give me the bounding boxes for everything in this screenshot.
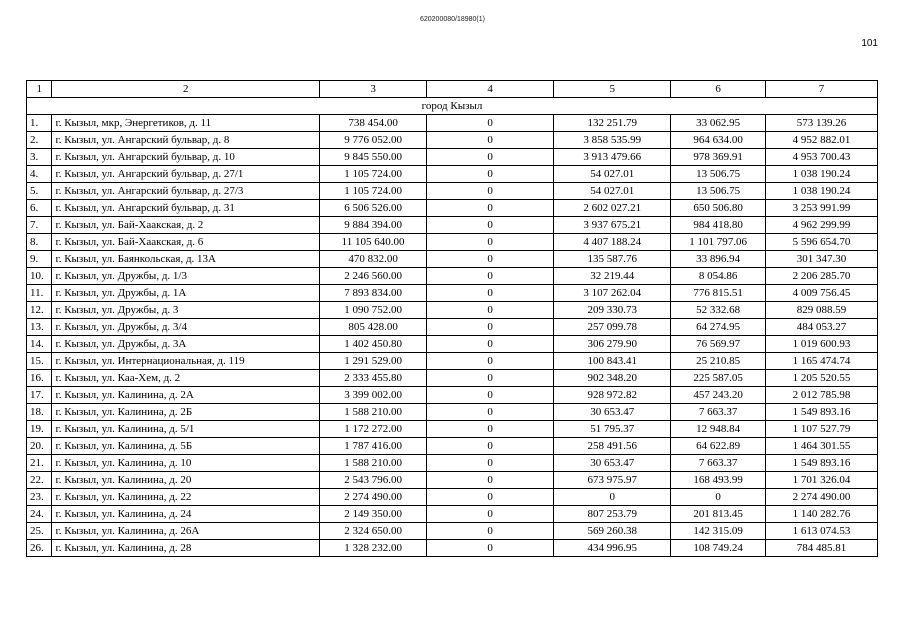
col6-value: 7 663.37 <box>671 404 766 421</box>
table-row <box>27 200 878 217</box>
col4-value: 0 <box>427 268 554 285</box>
table-row <box>27 251 878 268</box>
table-row <box>27 319 878 336</box>
address-cell: г. Кызыл, ул. Дружбы, д. 3А <box>52 336 320 353</box>
table-row <box>27 149 878 166</box>
col4-value: 0 <box>427 166 554 183</box>
address-cell: г. Кызыл, ул. Калинина, д. 2А <box>52 387 320 404</box>
col4-value: 0 <box>427 132 554 149</box>
col3-value: 1 105 724.00 <box>320 166 427 183</box>
table-row <box>27 523 878 540</box>
col4-value: 0 <box>427 183 554 200</box>
col3-value: 11 105 640.00 <box>320 234 427 251</box>
col4-value: 0 <box>427 489 554 506</box>
col6-value: 13 506.75 <box>671 183 766 200</box>
col6-value: 776 815.51 <box>671 285 766 302</box>
col5-value: 3 107 262.04 <box>554 285 671 302</box>
row-number: 1. <box>27 115 52 132</box>
table-row <box>27 353 878 370</box>
row-number: 3. <box>27 149 52 166</box>
address-cell: г. Кызыл, ул. Ангарский бульвар, д. 27/1 <box>52 166 320 183</box>
table-row <box>27 438 878 455</box>
row-number: 22. <box>27 472 52 489</box>
col6-value: 457 243.20 <box>671 387 766 404</box>
col3-value: 9 845 550.00 <box>320 149 427 166</box>
col7-value: 4 952 882.01 <box>765 132 877 149</box>
col3-value: 2 333 455.80 <box>320 370 427 387</box>
col4-value: 0 <box>427 404 554 421</box>
row-number: 8. <box>27 234 52 251</box>
col4-value: 0 <box>427 455 554 472</box>
table-row <box>27 421 878 438</box>
table-row <box>27 336 878 353</box>
table-row <box>27 540 878 557</box>
row-number: 13. <box>27 319 52 336</box>
row-number: 10. <box>27 268 52 285</box>
col5-value: 306 279.90 <box>554 336 671 353</box>
col4-value: 0 <box>427 523 554 540</box>
row-number: 19. <box>27 421 52 438</box>
col7-value: 1 140 282.76 <box>765 506 877 523</box>
table-row <box>27 370 878 387</box>
row-number: 17. <box>27 387 52 404</box>
col3-value: 2 246 560.00 <box>320 268 427 285</box>
col3-value: 1 105 724.00 <box>320 183 427 200</box>
col6-value: 25 210.85 <box>671 353 766 370</box>
col3-value: 1 291 529.00 <box>320 353 427 370</box>
address-cell: г. Кызыл, ул. Калинина, д. 5Б <box>52 438 320 455</box>
col5-value: 434 996.95 <box>554 540 671 557</box>
col6-value: 52 332.68 <box>671 302 766 319</box>
col4-value: 0 <box>427 149 554 166</box>
col7-value: 5 596 654.70 <box>765 234 877 251</box>
address-cell: г. Кызыл, ул. Баянкольская, д. 13А <box>52 251 320 268</box>
column-header: 5 <box>554 81 671 98</box>
col3-value: 7 893 834.00 <box>320 285 427 302</box>
col4-value: 0 <box>427 251 554 268</box>
col7-value: 784 485.81 <box>765 540 877 557</box>
col4-value: 0 <box>427 115 554 132</box>
col3-value: 738 454.00 <box>320 115 427 132</box>
col5-value: 30 653.47 <box>554 455 671 472</box>
col3-value: 1 588 210.00 <box>320 404 427 421</box>
col7-value: 4 009 756.45 <box>765 285 877 302</box>
col6-value: 142 315.09 <box>671 523 766 540</box>
col7-value: 1 549 893.16 <box>765 455 877 472</box>
row-number: 18. <box>27 404 52 421</box>
table-row <box>27 472 878 489</box>
row-number: 5. <box>27 183 52 200</box>
col7-value: 301 347.30 <box>765 251 877 268</box>
col5-value: 32 219.44 <box>554 268 671 285</box>
col3-value: 1 588 210.00 <box>320 455 427 472</box>
table-row <box>27 455 878 472</box>
col7-value: 4 962 299.99 <box>765 217 877 234</box>
col7-value: 1 613 074.53 <box>765 523 877 540</box>
table-row <box>27 115 878 132</box>
col6-value: 978 369.91 <box>671 149 766 166</box>
row-number: 23. <box>27 489 52 506</box>
address-cell: г. Кызыл, ул. Каа-Хем, д. 2 <box>52 370 320 387</box>
col5-value: 135 587.76 <box>554 251 671 268</box>
col6-value: 76 569.97 <box>671 336 766 353</box>
table-row <box>27 217 878 234</box>
col6-value: 7 663.37 <box>671 455 766 472</box>
col4-value: 0 <box>427 302 554 319</box>
col6-value: 108 749.24 <box>671 540 766 557</box>
row-number: 21. <box>27 455 52 472</box>
col5-value: 132 251.79 <box>554 115 671 132</box>
address-cell: г. Кызыл, ул. Калинина, д. 10 <box>52 455 320 472</box>
address-cell: г. Кызыл, ул. Ангарский бульвар, д. 8 <box>52 132 320 149</box>
col5-value: 258 491.56 <box>554 438 671 455</box>
table-row <box>27 489 878 506</box>
document-code: 620200080/18980(1) <box>419 16 485 23</box>
address-cell: г. Кызыл, ул. Ангарский бульвар, д. 31 <box>52 200 320 217</box>
address-cell: г. Кызыл, ул. Бай-Хаакская, д. 2 <box>52 217 320 234</box>
col5-value: 30 653.47 <box>554 404 671 421</box>
col3-value: 1 090 752.00 <box>320 302 427 319</box>
col5-value: 100 843.41 <box>554 353 671 370</box>
table-row <box>27 166 878 183</box>
col3-value: 2 149 350.00 <box>320 506 427 523</box>
address-cell: г. Кызыл, мкр, Энергетиков, д. 11 <box>52 115 320 132</box>
table-row <box>27 268 878 285</box>
col7-value: 829 088.59 <box>765 302 877 319</box>
col7-value: 1 165 474.74 <box>765 353 877 370</box>
col3-value: 2 543 796.00 <box>320 472 427 489</box>
col3-value: 1 172 272.00 <box>320 421 427 438</box>
col5-value: 209 330.73 <box>554 302 671 319</box>
table-row <box>27 234 878 251</box>
col7-value: 484 053.27 <box>765 319 877 336</box>
address-cell: г. Кызыл, ул. Ангарский бульвар, д. 27/3 <box>52 183 320 200</box>
col7-value: 573 139.26 <box>765 115 877 132</box>
col7-value: 1 038 190.24 <box>765 166 877 183</box>
col5-value: 569 260.38 <box>554 523 671 540</box>
col5-value: 3 858 535.99 <box>554 132 671 149</box>
address-cell: г. Кызыл, ул. Калинина, д. 2Б <box>52 404 320 421</box>
col5-value: 54 027.01 <box>554 183 671 200</box>
col6-value: 1 101 797.06 <box>671 234 766 251</box>
col7-value: 1 549 893.16 <box>765 404 877 421</box>
col5-value: 0 <box>554 489 671 506</box>
col6-value: 64 274.95 <box>671 319 766 336</box>
col3-value: 1 402 450.80 <box>320 336 427 353</box>
row-number: 25. <box>27 523 52 540</box>
address-cell: г. Кызыл, ул. Калинина, д. 5/1 <box>52 421 320 438</box>
col7-value: 1 038 190.24 <box>765 183 877 200</box>
row-number: 20. <box>27 438 52 455</box>
col6-value: 984 418.80 <box>671 217 766 234</box>
col5-value: 4 407 188.24 <box>554 234 671 251</box>
col6-value: 0 <box>671 489 766 506</box>
col4-value: 0 <box>427 421 554 438</box>
row-number: 7. <box>27 217 52 234</box>
table-row <box>27 285 878 302</box>
address-cell: г. Кызыл, ул. Калинина, д. 22 <box>52 489 320 506</box>
address-cell: г. Кызыл, ул. Дружбы, д. 1А <box>52 285 320 302</box>
row-number: 2. <box>27 132 52 149</box>
address-cell: г. Кызыл, ул. Дружбы, д. 1/3 <box>52 268 320 285</box>
col7-value: 3 253 991.99 <box>765 200 877 217</box>
column-header: 7 <box>765 81 877 98</box>
table-row <box>27 302 878 319</box>
col6-value: 64 622.89 <box>671 438 766 455</box>
col4-value: 0 <box>427 319 554 336</box>
column-header-row <box>27 81 878 98</box>
address-cell: г. Кызыл, ул. Калинина, д. 28 <box>52 540 320 557</box>
table-row <box>27 132 878 149</box>
col7-value: 2 012 785.98 <box>765 387 877 404</box>
col7-value: 1 019 600.93 <box>765 336 877 353</box>
row-number: 24. <box>27 506 52 523</box>
col5-value: 928 972.82 <box>554 387 671 404</box>
address-cell: г. Кызыл, ул. Интернациональная, д. 119 <box>52 353 320 370</box>
col7-value: 1 107 527.79 <box>765 421 877 438</box>
col6-value: 225 587.05 <box>671 370 766 387</box>
city-heading-row <box>27 98 878 115</box>
data-table <box>26 80 878 557</box>
address-cell: г. Кызыл, ул. Бай-Хаакская, д. 6 <box>52 234 320 251</box>
row-number: 4. <box>27 166 52 183</box>
address-cell: г. Кызыл, ул. Калинина, д. 20 <box>52 472 320 489</box>
col4-value: 0 <box>427 540 554 557</box>
row-number: 11. <box>27 285 52 302</box>
table-row <box>27 183 878 200</box>
col4-value: 0 <box>427 506 554 523</box>
col3-value: 805 428.00 <box>320 319 427 336</box>
col5-value: 807 253.79 <box>554 506 671 523</box>
col6-value: 201 813.45 <box>671 506 766 523</box>
col3-value: 470 832.00 <box>320 251 427 268</box>
column-header: 6 <box>671 81 766 98</box>
address-cell: г. Кызыл, ул. Дружбы, д. 3/4 <box>52 319 320 336</box>
col7-value: 1 205 520.55 <box>765 370 877 387</box>
col5-value: 3 913 479.66 <box>554 149 671 166</box>
col4-value: 0 <box>427 234 554 251</box>
row-number: 14. <box>27 336 52 353</box>
col6-value: 168 493.99 <box>671 472 766 489</box>
table-row <box>27 404 878 421</box>
col3-value: 1 787 416.00 <box>320 438 427 455</box>
row-number: 6. <box>27 200 52 217</box>
col5-value: 3 937 675.21 <box>554 217 671 234</box>
col6-value: 8 054.86 <box>671 268 766 285</box>
table-row <box>27 387 878 404</box>
col6-value: 964 634.00 <box>671 132 766 149</box>
table-row <box>27 506 878 523</box>
col4-value: 0 <box>427 353 554 370</box>
col6-value: 33 896.94 <box>671 251 766 268</box>
address-cell: г. Кызыл, ул. Ангарский бульвар, д. 10 <box>52 149 320 166</box>
col7-value: 2 274 490.00 <box>765 489 877 506</box>
address-cell: г. Кызыл, ул. Калинина, д. 24 <box>52 506 320 523</box>
col3-value: 9 776 052.00 <box>320 132 427 149</box>
col6-value: 650 506.80 <box>671 200 766 217</box>
col4-value: 0 <box>427 438 554 455</box>
row-number: 12. <box>27 302 52 319</box>
col5-value: 2 602 027.21 <box>554 200 671 217</box>
row-number: 15. <box>27 353 52 370</box>
col6-value: 12 948.84 <box>671 421 766 438</box>
col4-value: 0 <box>427 217 554 234</box>
col3-value: 9 884 394.00 <box>320 217 427 234</box>
col7-value: 1 464 301.55 <box>765 438 877 455</box>
col3-value: 2 324 650.00 <box>320 523 427 540</box>
col3-value: 2 274 490.00 <box>320 489 427 506</box>
col7-value: 4 953 700.43 <box>765 149 877 166</box>
column-header: 1 <box>27 81 52 98</box>
col7-value: 2 206 285.70 <box>765 268 877 285</box>
col6-value: 33 062.95 <box>671 115 766 132</box>
col3-value: 1 328 232.00 <box>320 540 427 557</box>
col5-value: 673 975.97 <box>554 472 671 489</box>
page-number: 101 <box>861 38 878 49</box>
col4-value: 0 <box>427 370 554 387</box>
city-heading: город Кызыл <box>27 98 878 115</box>
col3-value: 3 399 002.00 <box>320 387 427 404</box>
col4-value: 0 <box>427 285 554 302</box>
row-number: 9. <box>27 251 52 268</box>
col7-value: 1 701 326.04 <box>765 472 877 489</box>
col3-value: 6 506 526.00 <box>320 200 427 217</box>
col5-value: 51 795.37 <box>554 421 671 438</box>
col5-value: 54 027.01 <box>554 166 671 183</box>
row-number: 26. <box>27 540 52 557</box>
address-cell: г. Кызыл, ул. Калинина, д. 26А <box>52 523 320 540</box>
address-cell: г. Кызыл, ул. Дружбы, д. 3 <box>52 302 320 319</box>
col4-value: 0 <box>427 336 554 353</box>
col6-value: 13 506.75 <box>671 166 766 183</box>
col4-value: 0 <box>427 200 554 217</box>
col4-value: 0 <box>427 387 554 404</box>
column-header: 2 <box>52 81 320 98</box>
column-header: 3 <box>320 81 427 98</box>
col4-value: 0 <box>427 472 554 489</box>
col5-value: 257 099.78 <box>554 319 671 336</box>
column-header: 4 <box>427 81 554 98</box>
col5-value: 902 348.20 <box>554 370 671 387</box>
row-number: 16. <box>27 370 52 387</box>
